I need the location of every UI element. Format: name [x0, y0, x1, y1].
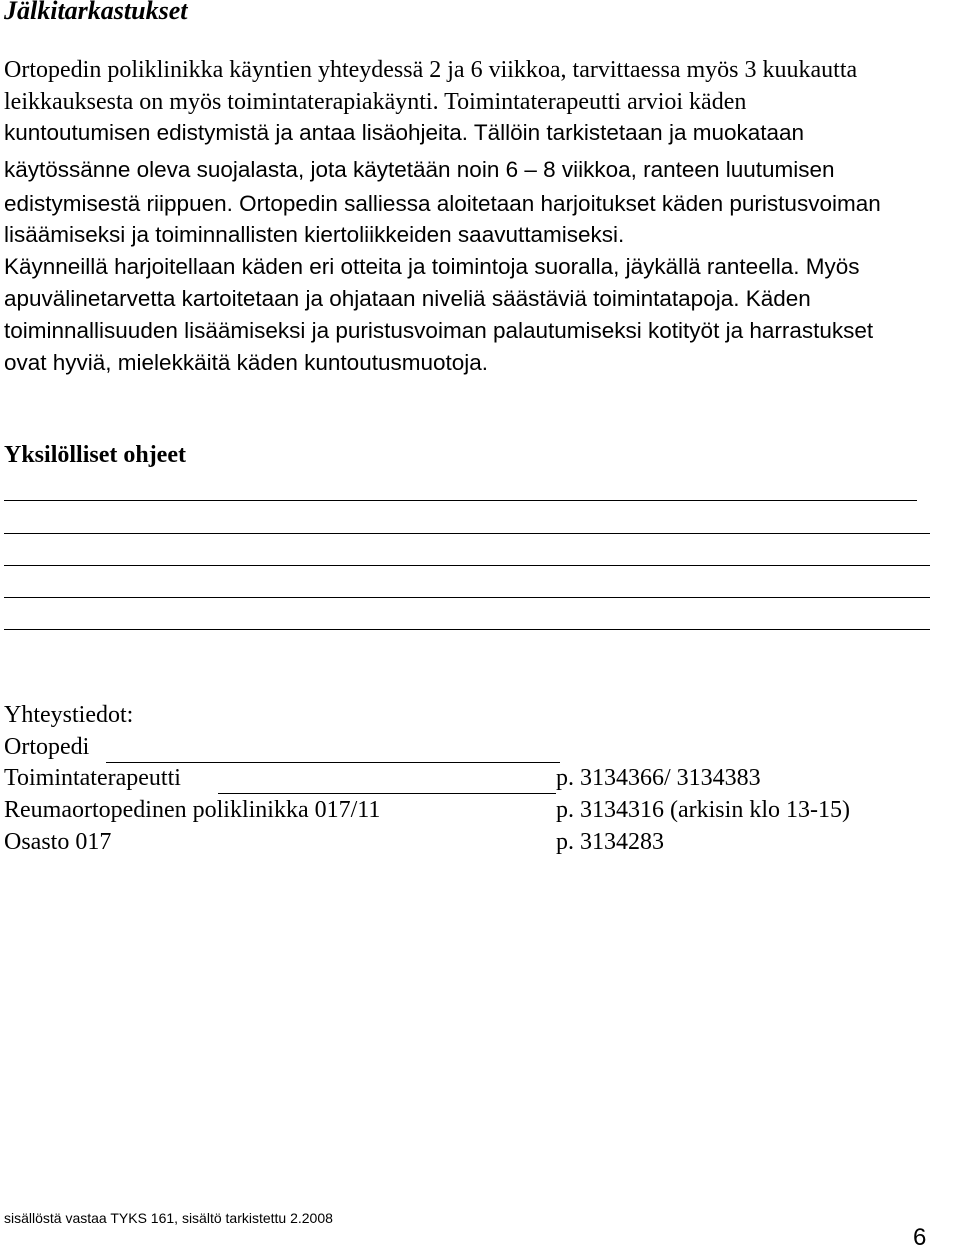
paragraph-line: lisäämiseksi ja toiminnallisten kiertoliikkeiden saavuttamiseksi.: [4, 222, 625, 247]
writing-line: [4, 500, 917, 501]
contact-phone: p. 3134283: [556, 829, 664, 855]
individual-instructions-heading: Yksilölliset ohjeet: [4, 442, 186, 468]
writing-line: [4, 565, 930, 566]
contact-label: Osasto 017: [4, 829, 112, 855]
paragraph-line: leikkauksesta on myös toimintaterapiakäynti. Toimintaterapeutti arvioi käden: [4, 89, 747, 115]
writing-line: [4, 597, 930, 598]
page-title: Jälkitarkastukset: [4, 0, 188, 25]
paragraph-line: toiminnallisuuden lisäämiseksi ja puristusvoiman palautumiseksi kotityöt ja harrastukset: [4, 318, 874, 343]
paragraph-line: Käynneillä harjoitellaan käden eri otteita ja toimintoja suoralla, jäykällä ranteella. Myös: [4, 254, 860, 279]
contact-phone: p. 3134316 (arkisin klo 13-15): [556, 797, 850, 823]
paragraph-line: apuvälinetarvetta kartoitetaan ja ohjataan niveliä säästäviä toimintatapoja. Käden: [4, 286, 811, 311]
paragraph-line: kuntoutumisen edistymistä ja antaa lisäohjeita. Tällöin tarkistetaan ja muokataan: [4, 120, 805, 145]
paragraph-line: Ortopedin poliklinikka käyntien yhteydessä 2 ja 6 viikkoa, tarvittaessa myös 3 kuukautta: [4, 57, 858, 83]
writing-line: [4, 629, 930, 630]
footer-note: sisällöstä vastaa TYKS 161, sisältö tarkistettu 2.2008: [4, 1210, 333, 1226]
contact-label: Ortopedi: [4, 734, 90, 760]
paragraph-line: ovat hyviä, mielekkäitä käden kuntoutusmuotoja.: [4, 350, 489, 375]
contact-phone: p. 3134366/ 3134383: [556, 765, 761, 791]
page-number: 6: [913, 1224, 927, 1251]
fill-in-line: [218, 793, 556, 794]
writing-line: [4, 533, 930, 534]
paragraph-line: edistymisestä riippuen. Ortopedin salliessa aloitetaan harjoitukset käden puristusvoiman: [4, 191, 881, 216]
paragraph-line: käytössänne oleva suojalasta, jota käytetään noin 6 – 8 viikkoa, ranteen luutumisen: [4, 157, 835, 182]
contact-label: Reumaortopedinen poliklinikka 017/11: [4, 797, 381, 823]
contact-label: Toimintaterapeutti: [4, 765, 181, 791]
contacts-heading: Yhteystiedot:: [4, 702, 134, 728]
